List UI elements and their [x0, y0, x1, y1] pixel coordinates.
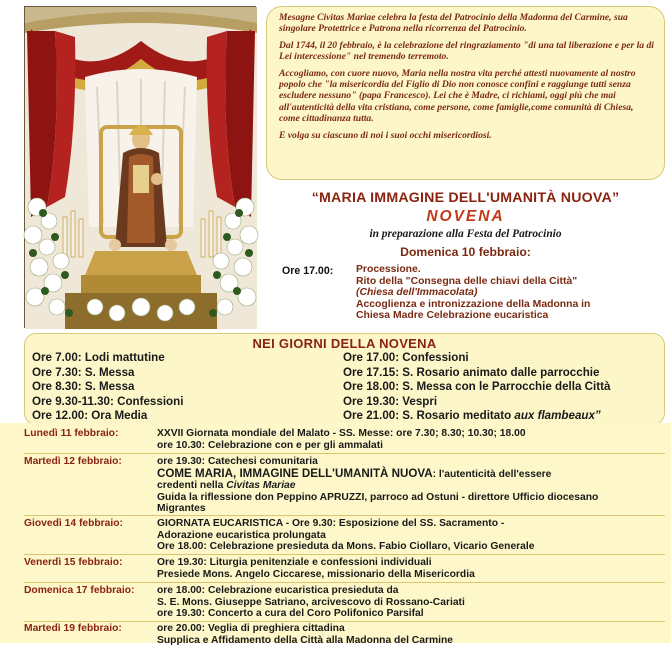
schedule-line-text: : l'autenticità dell'essere: [432, 468, 552, 480]
schedule-line: ore 19.30: Concerto a cura del Coro Polifonico Parsifal: [157, 608, 424, 620]
schedule-divider: [24, 453, 665, 454]
schedule-line-text: , parroco ad Ostuni - direttore Ufficio diocesano: [364, 491, 599, 503]
schedule-line-italic: Civitas Mariae: [226, 480, 296, 492]
schedule-line: Supplica e Affidamento della Città alla Madonna del Carmine: [157, 634, 453, 646]
schedule-line: [157, 492, 663, 504]
intro-box: [266, 6, 665, 180]
novena-day-item: Ore 17.00: Confessioni: [343, 351, 469, 364]
schedule-line: Ore 19.30: Liturgia penitenziale e confessioni individuali: [157, 557, 432, 568]
schedule-line: Presiede Mons. Angelo Ciccarese, missionario della Misericordia: [157, 568, 475, 580]
sunday-time: Ore 17.00:: [282, 265, 334, 277]
novena-day-item: Ore 17.15: S. Rosario animato dalle parrocchie: [343, 365, 600, 379]
schedule-line: S. E. Mons. Giuseppe Satriano, arcivescovo di Rossano-Cariati: [157, 596, 465, 608]
sunday-event-line: Rito della "Consegna delle chiavi della Città": [356, 275, 578, 287]
schedule-line: Adorazione eucaristica prolungata: [157, 529, 326, 541]
novena-day-item: Ore 18.00: S. Messa con le Parrocchie della Città: [343, 380, 611, 394]
schedule-divider: [24, 515, 665, 516]
novena-day-item: Ore 12.00: Ora Media: [32, 409, 148, 423]
main-title: “MARIA IMMAGINE DELL'UMANITÀ NUOVA”: [311, 190, 620, 206]
sunday-event-line: Chiesa Madre Celebrazione eucaristica: [356, 310, 549, 322]
novena-day-item: Ore 8.30: S. Messa: [32, 380, 135, 394]
novena-day-item: Ore 7.00: Lodi mattutine: [32, 351, 165, 364]
schedule-body: [157, 428, 663, 451]
schedule-body: [157, 518, 663, 553]
schedule-line: GIORNATA EUCARISTICA - Ore 9.30: Esposizione del SS. Sacramento -: [157, 518, 505, 529]
speaker-name: don Peppino APRUZZI: [254, 491, 365, 503]
novena-days-title: NEI GIORNI DELLA NOVENA: [252, 336, 437, 351]
sunday-events: [356, 264, 656, 322]
catechesis-title: COME MARIA, IMMAGINE DELL'UMANITÀ NUOVA: [157, 466, 433, 480]
schedule-line: Migrantes: [157, 503, 206, 515]
sunday-event-line: Processione.: [356, 264, 421, 275]
intro-paragraph-2: Dal 1744, il 20 febbraio, è la celebrazione del ringraziamento "di una tal liberazione e per la di Lei intercessione" nel tremendo terremoto.: [279, 39, 654, 63]
novena-day-item-text: Ore 21.00: S. Rosario meditato: [343, 409, 515, 423]
novena-day-item: [343, 409, 610, 424]
sunday-date: Domenica 10 febbraio:: [400, 245, 531, 259]
intro-paragraph-1: Mesagne Civitas Mariae celebra la festa del Patrocinio della Madonna del Carmine, sua singolare Protettrice e Patrona nella ricorrenza del Patrocinio.: [279, 12, 628, 35]
novena-day-item-italic: aux flambeaux”: [514, 409, 601, 423]
novena-days-right-column: [343, 351, 610, 424]
schedule-divider: [24, 621, 665, 622]
schedule-line: Ore 18.00: Celebrazione presieduta da Mons. Fabio Ciollaro, Vicario Generale: [157, 541, 535, 553]
subtitle: in preparazione alla Festa del Patrocinio: [369, 228, 562, 240]
schedule-divider: [24, 554, 665, 555]
schedule-body: [157, 557, 663, 580]
schedule-day: Venerdì 15 febbraio:: [24, 557, 123, 568]
schedule-line: ore 20.00: Veglia di preghiera cittadina: [157, 623, 345, 634]
novena-day-item: Ore 9.30-11.30: Confessioni: [32, 394, 184, 408]
schedule-divider: [24, 582, 665, 583]
schedule-body: [157, 623, 663, 646]
altar-illustration: [25, 7, 257, 329]
intro-paragraph-3: Accogliamo, con cuore nuovo, Maria nella nostra vita perché attesti nuovamente al nostro popolo che "la misericordia del Figlio di Dio non conosce confini e raggiunge tutti senza escludere nessuno" (papa Francesco). Lei che è Madre, ci richiami, oggi più che mai all'autenticità della vita cristiana, come persone, come famiglie,come comunità di Chiesa, come cittadinanza tutta.: [279, 67, 636, 125]
sunday-event-line: Accoglienza e intronizzazione della Madonna in: [356, 298, 591, 310]
schedule-body: [157, 585, 663, 620]
schedule-day: Martedì 12 febbraio:: [24, 456, 122, 467]
schedule-line-text: Guida la riflessione: [157, 491, 255, 503]
schedule-line: XXVII Giornata mondiale del Malato - SS. Messe: ore 7.30; 8.30; 10.30; 18.00: [157, 428, 526, 439]
schedule-line: [157, 480, 663, 492]
schedule-line-text: credenti nella: [157, 480, 227, 492]
madonna-altar-photo: [24, 6, 256, 328]
intro-paragraph-4: E volga su ciascuno di noi i suoi occhi misericordiosi.: [279, 129, 492, 141]
schedule-day: Giovedì 14 febbraio:: [24, 518, 123, 529]
novena-days-left-column: [32, 351, 183, 424]
sunday-event-line: (Chiesa dell'Immacolata): [356, 287, 478, 299]
schedule-line: ore 19.30: Catechesi comunitaria: [157, 456, 318, 467]
novena-heading: NOVENA: [426, 208, 505, 225]
schedule-day: Martedì 19 febbraio:: [24, 623, 122, 634]
schedule-day: Lunedì 11 febbraio:: [24, 428, 119, 439]
schedule-box: [0, 423, 671, 646]
novena-day-item: Ore 19.30: Vespri: [343, 394, 438, 408]
novena-day-item: Ore 7.30: S. Messa: [32, 365, 135, 379]
schedule-body: [157, 456, 663, 515]
schedule-line: [157, 468, 663, 481]
schedule-line: ore 18.00: Celebrazione eucaristica presieduta da: [157, 585, 399, 596]
schedule-day: Domenica 17 febbraio:: [24, 585, 135, 596]
schedule-line: ore 10.30: Celebrazione con e per gli ammalati: [157, 439, 384, 451]
